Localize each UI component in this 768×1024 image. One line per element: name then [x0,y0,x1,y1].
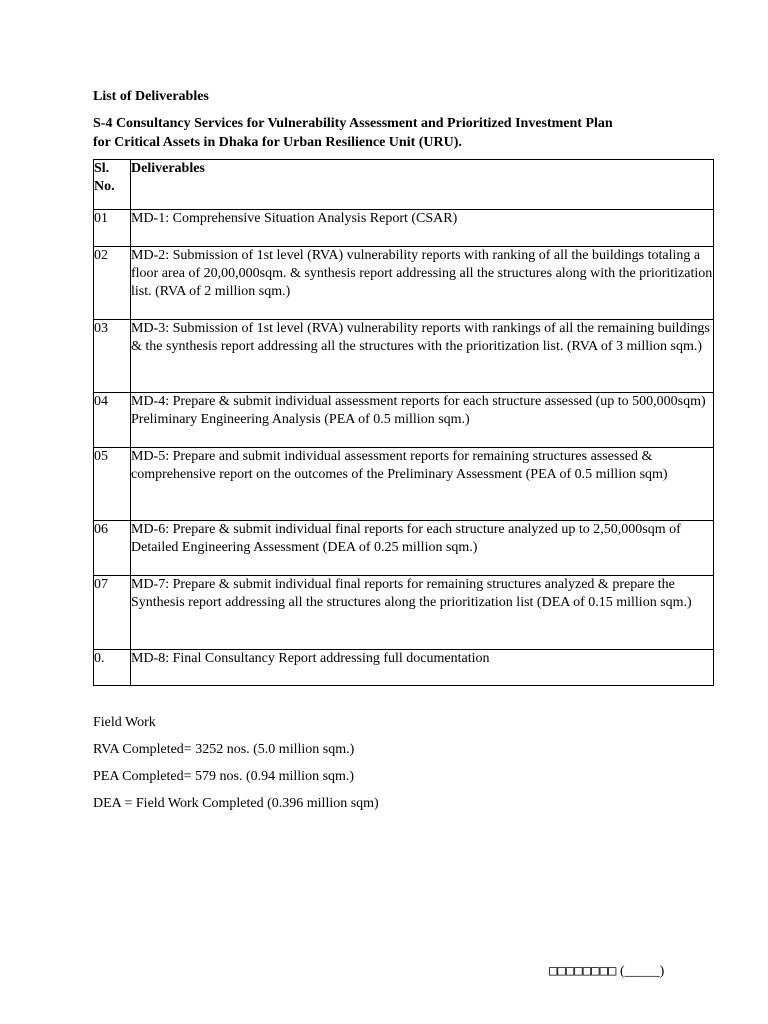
document-page [93,88,715,822]
table-header-row [94,160,714,210]
header-sl-line-1: Sl. [94,161,110,176]
row-deliverable: MD-4: Prepare & submit individual assessment reports for each structure assessed (up to 500,000sqm) Preliminary Engineering Analysis (PEA of 0.5 million sqm.) [131,393,714,448]
table-row [94,650,714,686]
row-deliverable: MD-1: Comprehensive Situation Analysis Report (CSAR) [131,210,714,247]
table-row [94,521,714,576]
page-footer [549,962,664,981]
footer-page-placeholder: (_____) [616,964,665,979]
row-sl-no: 03 [94,320,131,393]
table-row [94,393,714,448]
row-deliverable: MD-8: Final Consultancy Report addressing full documentation [131,650,714,686]
subtitle-line-2: for Critical Assets in Dhaka for Urban Resilience Unit (URU). [93,135,462,150]
field-work-heading: Field Work [93,715,156,730]
header-sl-no [94,160,131,210]
dea-completed: DEA = Field Work Completed (0.396 million sqm) [93,796,379,811]
pea-completed: PEA Completed= 579 nos. (0.94 million sqm.) [93,769,355,784]
row-sl-no: 06 [94,521,131,576]
table-row [94,320,714,393]
footer-boxes: □□□□□□□□ [549,963,617,979]
row-sl-no: 01 [94,210,131,247]
subtitle-line-1: S-4 Consultancy Services for Vulnerability Assessment and Prioritized Investment Plan [93,116,613,131]
row-deliverable: MD-6: Prepare & submit individual final reports for each structure analyzed up to 2,50,000sqm of Detailed Engineering Assessment (DEA of 0.25 million sqm.) [131,521,714,576]
row-sl-no: 05 [94,448,131,521]
header-sl-line-2: No. [94,179,115,194]
row-deliverable: MD-2: Submission of 1st level (RVA) vulnerability reports with ranking of all the buildings totaling a floor area of 20,00,000sqm. & synthesis report addressing all the structures along with the prioritization list. (RVA of 2 million sqm.) [131,247,714,320]
table-row [94,210,714,247]
row-sl-no: 02 [94,247,131,320]
table-row [94,247,714,320]
header-deliverables: Deliverables [131,160,714,210]
row-deliverable: MD-7: Prepare & submit individual final reports for remaining structures analyzed & prepare the Synthesis report addressing all the structures along the prioritization list (DEA of 0.15 million sqm.) [131,576,714,650]
table-row [94,448,714,521]
row-sl-no: 0. [94,650,131,686]
field-work-section [93,714,715,813]
document-title: List of Deliverables [93,89,209,104]
row-deliverable: MD-3: Submission of 1st level (RVA) vulnerability reports with rankings of all the remaining buildings & the synthesis report addressing all the structures with the prioritization list. (RVA of 3 million sqm.) [131,320,714,393]
row-sl-no: 07 [94,576,131,650]
document-subtitle [93,114,715,152]
row-sl-no: 04 [94,393,131,448]
rva-completed: RVA Completed= 3252 nos. (5.0 million sqm.) [93,742,355,757]
deliverables-table [93,159,714,686]
table-row [94,576,714,650]
row-deliverable: MD-5: Prepare and submit individual assessment reports for remaining structures assessed & comprehensive report on the outcomes of the Preliminary Assessment (PEA of 0.5 million sqm) [131,448,714,521]
